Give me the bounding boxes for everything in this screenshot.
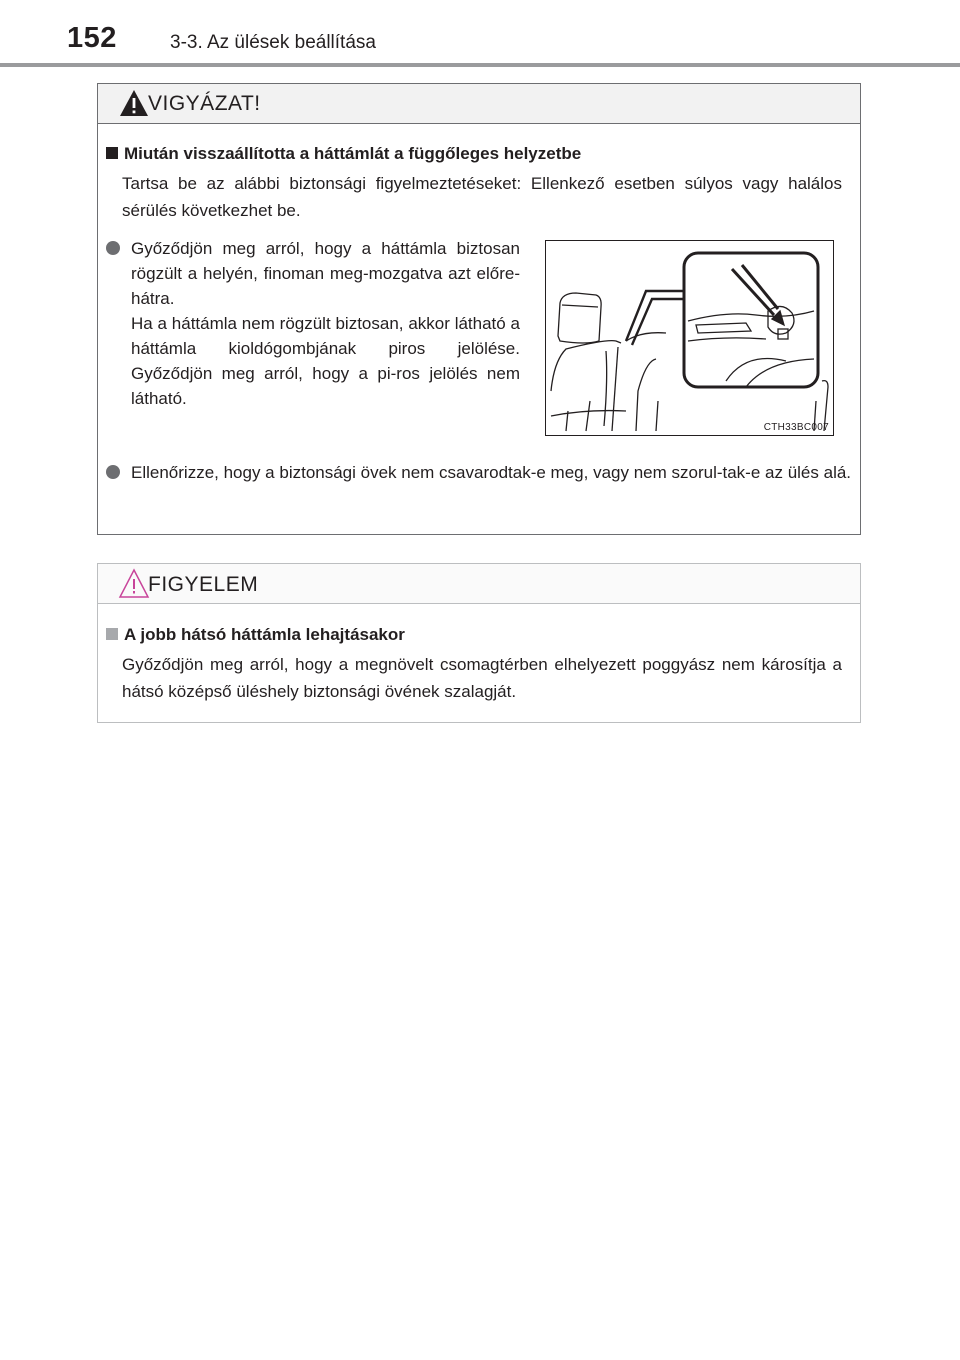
round-bullet-icon (106, 241, 120, 255)
section-title: 3-3. Az ülések beállítása (170, 32, 376, 53)
notice-body: Győződjön meg arról, hogy a megnövelt csomagtérben elhelyezett poggyász nem károsítja a hátsó középső üléshely biztonsági övének szalagját. (122, 655, 842, 701)
notice-subheading (106, 625, 405, 645)
warning-triangle-icon (118, 88, 150, 118)
square-bullet-icon (106, 147, 118, 159)
page-number: 152 (67, 22, 117, 54)
figure-code: CTH33BC007 (763, 422, 829, 433)
warning-title: VIGYÁZAT! (148, 92, 261, 115)
seat-back-drawing (546, 241, 834, 436)
notice-box-header (98, 564, 860, 604)
warning-subheading (106, 144, 581, 164)
warning-box-header (98, 84, 860, 124)
warning-bullet-1-text: Győződjön meg arról, hogy a háttámla biztosan rögzült a helyén, finoman meg-mozgatva azt előre-hátra. Ha a háttámla nem rögzült biztosan, akkor látható a háttámla kioldógombjának piros jelölése. Győződjön meg arról, hogy a pi-ros jelölés nem látható. (131, 239, 520, 408)
warning-box (97, 83, 861, 535)
notice-subheading-text: A jobb hátsó háttámla lehajtásakor (124, 625, 405, 644)
warning-bullet-1 (106, 236, 520, 411)
square-bullet-icon (106, 628, 118, 640)
header-divider (0, 63, 960, 67)
warning-bullet-2-text: Ellenőrizze, hogy a biztonsági övek nem csavarodtak-e meg, vagy nem szorul-tak-e az ülés alá. (131, 463, 852, 482)
warning-bullet-2 (106, 460, 854, 485)
notice-box (97, 563, 861, 723)
caution-triangle-outline-icon (118, 568, 150, 600)
notice-title: FIGYELEM (148, 573, 259, 596)
warning-intro: Tartsa be az alábbi biztonsági figyelmeztetéseket: Ellenkező esetben súlyos vagy halálos sérülés következhet be. (122, 174, 842, 220)
warning-subheading-text: Miután visszaállította a háttámlát a függőleges helyzetbe (124, 144, 582, 163)
round-bullet-icon (106, 465, 120, 479)
seat-release-illustration (545, 240, 834, 436)
